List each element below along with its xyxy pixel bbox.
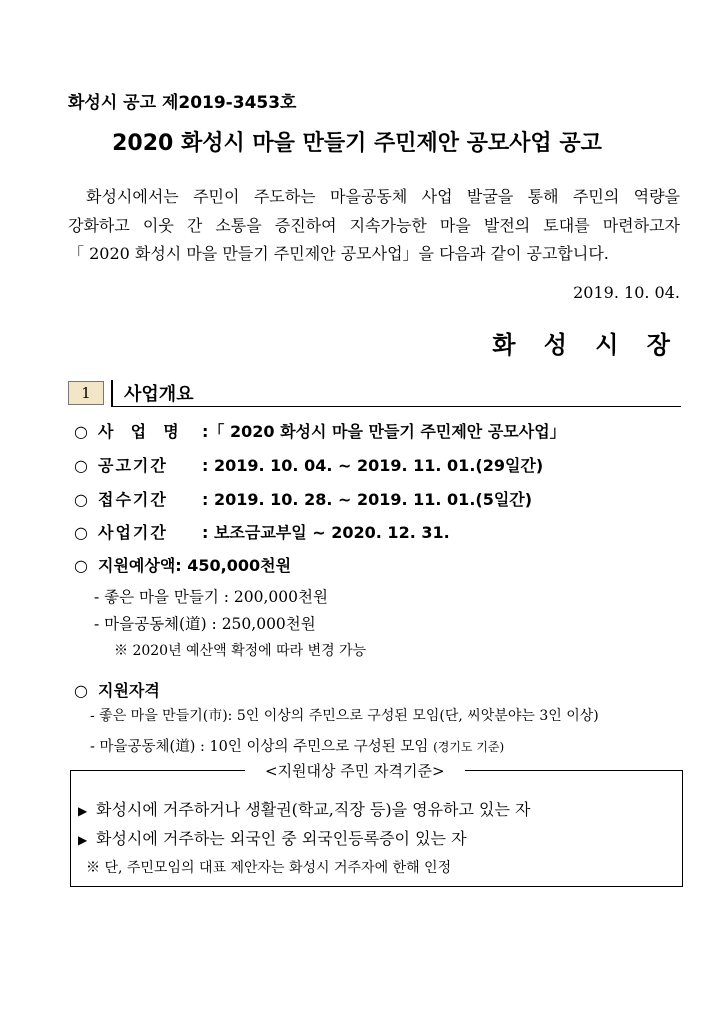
intro-line-2: 강화하고 이웃 간 소통을 증진하여 지속가능한 마을 발전의 토대를 마련하고자 bbox=[68, 215, 680, 235]
budget-note: ※ 2020년 예산액 확정에 따라 변경 가능 bbox=[114, 643, 367, 659]
item-label: 지원자격 bbox=[98, 681, 160, 700]
item-value: : 2019. 10. 28. ~ 2019. 11. 01.(5일간) bbox=[202, 490, 533, 509]
triangle-bullet-icon: ▶ bbox=[78, 833, 88, 847]
notice-number: 화성시 공고 제2019-3453호 bbox=[68, 93, 297, 113]
budget-line-1: - 좋은 마을 만들기 : 200,000천원 bbox=[94, 588, 328, 606]
item-value: :「 2020 화성시 마을 만들기 주민제안 공모사업」 bbox=[202, 422, 566, 441]
issuer-name: 화 성 시 장 bbox=[492, 331, 680, 359]
item-label: 지원예상액 bbox=[98, 556, 176, 575]
circle-bullet: ○ bbox=[74, 456, 88, 475]
item-budget bbox=[74, 553, 291, 576]
item-value: : 2019. 10. 04. ~ 2019. 11. 01.(29일간) bbox=[202, 456, 544, 475]
item-project-name bbox=[74, 419, 566, 442]
criteria-line-1 bbox=[78, 797, 531, 820]
criteria-text: 화성시에 거주하거나 생활권(학교,직장 등)을 영유하고 있는 자 bbox=[96, 800, 531, 819]
section-divider-bar bbox=[111, 380, 113, 406]
item-submission-period bbox=[74, 487, 532, 510]
item-value: : 450,000천원 bbox=[175, 556, 292, 575]
criteria-line-2 bbox=[78, 826, 467, 849]
criteria-text: 화성시에 거주하는 외국인 중 외국인등록증이 있는 자 bbox=[96, 829, 467, 848]
intro-paragraph bbox=[68, 183, 680, 269]
item-label: 접수기간 bbox=[98, 490, 168, 509]
item-label: 사 업 명 bbox=[98, 422, 181, 441]
circle-bullet: ○ bbox=[74, 490, 88, 509]
eligibility-line-2 bbox=[90, 735, 504, 756]
eligibility-line-1: - 좋은 마을 만들기(市): 5인 이상의 주민으로 구성된 모임(단, 씨앗분야는 3인 이상) bbox=[90, 708, 599, 724]
item-value: : 보조금교부일 ~ 2020. 12. 31. bbox=[202, 523, 450, 542]
circle-bullet: ○ bbox=[74, 681, 88, 700]
intro-line-3: 「 2020 화성시 마을 만들기 주민제안 공모사업」을 다음과 같이 공고합니다. bbox=[68, 244, 609, 263]
criteria-note: ※ 단, 주민모임의 대표 제안자는 화성시 거주자에 한해 인정 bbox=[86, 860, 452, 876]
circle-bullet: ○ bbox=[74, 523, 88, 542]
item-label: 공고기간 bbox=[98, 456, 168, 475]
section-number-badge: 1 bbox=[68, 381, 104, 405]
criteria-box-title: <지원대상 주민 자격기준> bbox=[245, 760, 465, 781]
circle-bullet: ○ bbox=[74, 422, 88, 441]
eligibility-line-2-note: (경기도 기준) bbox=[433, 740, 505, 754]
circle-bullet: ○ bbox=[74, 556, 88, 575]
section-title: 사업개요 bbox=[124, 384, 194, 405]
item-announcement-period bbox=[74, 453, 543, 476]
triangle-bullet-icon: ▶ bbox=[78, 804, 88, 818]
item-label: 사업기간 bbox=[98, 523, 168, 542]
notice-date: 2019. 10. 04. bbox=[573, 283, 680, 302]
item-eligibility bbox=[74, 678, 160, 701]
eligibility-line-2-main: - 마을공동체(道) : 10인 이상의 주민으로 구성된 모임 bbox=[90, 739, 429, 755]
section-underline bbox=[111, 406, 681, 407]
item-project-period bbox=[74, 520, 450, 543]
budget-line-2: - 마을공동체(道) : 250,000천원 bbox=[94, 615, 316, 633]
document-title: 2020 화성시 마을 만들기 주민제안 공모사업 공고 bbox=[112, 131, 602, 156]
intro-line-1: 화성시에서는 주민이 주도하는 마을공동체 사업 발굴을 통해 주민의 역량을 bbox=[86, 187, 680, 206]
